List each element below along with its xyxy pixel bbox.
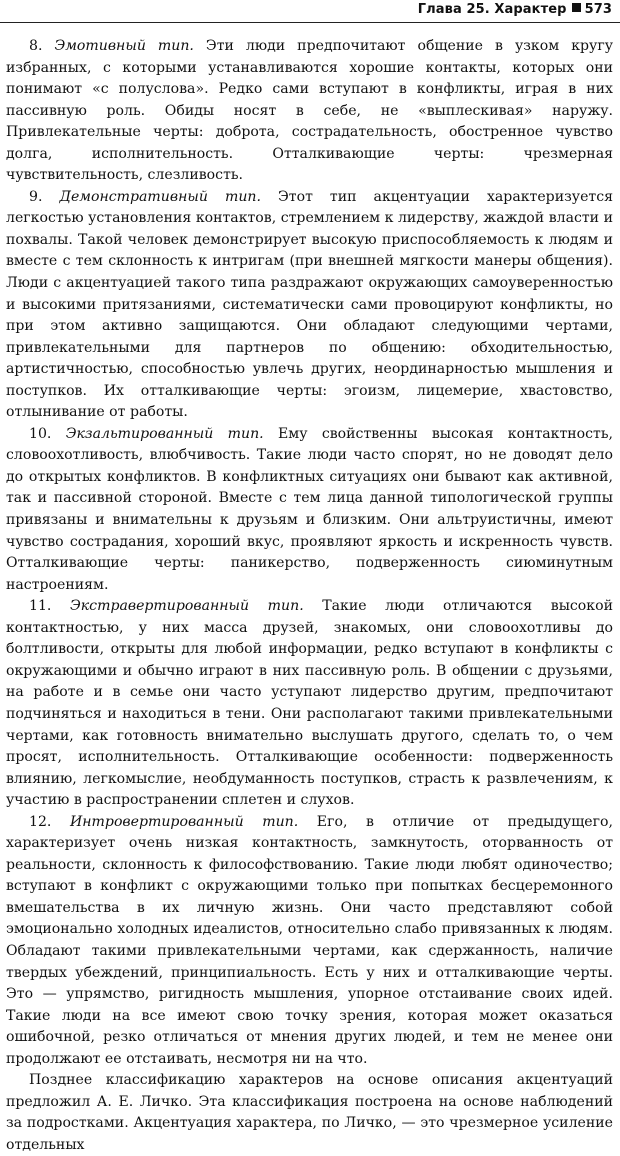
paragraph-extraverted-type [6, 596, 613, 811]
item-number: 11. [29, 598, 70, 615]
item-text: Этот тип акцентуации характеризуется легкостью установления контактов, стремлением к лидерству, жаждой власти и похвалы. Такой человек демонстрирует высокую приспособляемость к людям и вместе с тем склонность к интригам (при внешней мягкости манеры общения). Люди с акцентуацией такого типа раздражают окружающих самоуверенностью и высокими притязаниями, систематически сами провоцируют конфликты, но при этом активно защищаются. Они обладают следующими чертами, привлекательными для партнеров по общению: обходительностью, артистичностью, способностью увлечь других, неординарностью мышления и поступков. Их отталкивающие черты: эгоизм, лицемерие, хвастовство, отлынивание от работы. [6, 188, 613, 421]
item-title: Эмотивный тип. [54, 38, 194, 54]
paragraph-exalted-type [6, 424, 613, 596]
running-header [0, 0, 620, 23]
item-title: Экстравертированный тип. [69, 598, 304, 615]
item-title: Экзальтированный тип. [65, 425, 264, 442]
item-text: Эти люди предпочитают общение в узком кругу избранных, с которыми устанавливаются хорошие контакты, которых они понимают «с полуслова». Редко сами вступают в конфликты, играя в них пассивную роль. Обиды носят в себе, не «выплескивая» наружу. Привлекательные черты: доброта, сострадательность, обостренное чувство долга, исполнительность. Отталкивающие черты: чрезмерная чувствительность, слезливость. [6, 38, 613, 184]
item-text: Такие люди отличаются высокой контактностью, у них масса друзей, знакомых, они словоохотливы до болтливости, открыты для любой информации, редко вступают в конфликты с окружающими и обычно играют в них пассивную роль. В общении с друзьями, на работе и в семье они часто уступают лидерство другим, предпочитают подчиняться и находиться в тени. Они располагают такими привлекательными чертами, как готовность внимательно выслушать другого, сделать то, о чем просят, исполнительность. Отталкивающие особенности: подверженность влиянию, легкомыслие, необдуманность поступков, страсть к развлечениям, к участию в распространении сплетен и слухов. [6, 598, 613, 809]
item-text: Ему свойственны высокая контактность, словоохотливость, влюбчивость. Такие люди часто спорят, но не доводят дело до открытых конфликтов. В конфликтных ситуациях они бывают как активной, так и пассивной стороной. Вместе с тем лица данной типологической группы привязаны и внимательны к друзьям и близким. Они альтруистичны, имеют чувство сострадания, хороший вкус, проявляют яркость и искренность чувств. Отталкивающие черты: паникерство, подверженность сиюминутным настроениям. [6, 425, 613, 593]
paragraph-introverted-type [6, 812, 613, 1071]
item-number: 8. [29, 38, 55, 54]
paragraph-lichko-classification [6, 1070, 613, 1156]
item-number: 9. [29, 188, 60, 205]
item-number: 12. [29, 813, 70, 830]
running-header-content [418, 2, 612, 17]
item-title: Интровертированный тип. [69, 813, 299, 830]
item-number: 10. [29, 425, 66, 442]
item-title: Демонстративный тип. [59, 188, 261, 205]
item-text: Его, в отличие от предыдущего, характеризует очень низкая контактность, замкнутость, оторванность от реальности, склонность к философствованию. Такие люди любят одиночество; вступают в конфликт с окружающими только при попытках бесцеремонного вмешательства в их личную жизнь. Они часто представляют собой эмоционально холодных идеалистов, относительно слабо привязанных к людям. Обладают такими привлекательными чертами, как сдержанность, наличие твердых убеждений, принципиальность. Есть у них и отталкивающие черты. Это — упрямство, ригидность мышления, упорное отстаивание своих идей. Такие люди на все имеют свою точку зрения, которая может оказаться ошибочной, резко отличаться от мнения других людей, и тем не менее они продолжают ее отстаивать, несмотря ни на что. [6, 813, 613, 1067]
paragraph-text: Позднее классификацию характеров на основе описания акцентуаций предложил А. Е. Личко. Эта классификация построена на основе наблюдений за подростками. Акцентуация характера, по Личко, — это чрезмерное усиление отдельных [6, 1072, 613, 1153]
square-bullet-icon [572, 3, 581, 12]
body-text [6, 36, 613, 1156]
paragraph-emotive-type [6, 36, 613, 187]
paragraph-demonstrative-type [6, 187, 613, 424]
chapter-title: Глава 25. Характер [417, 2, 567, 17]
page-number: 573 [584, 2, 612, 17]
